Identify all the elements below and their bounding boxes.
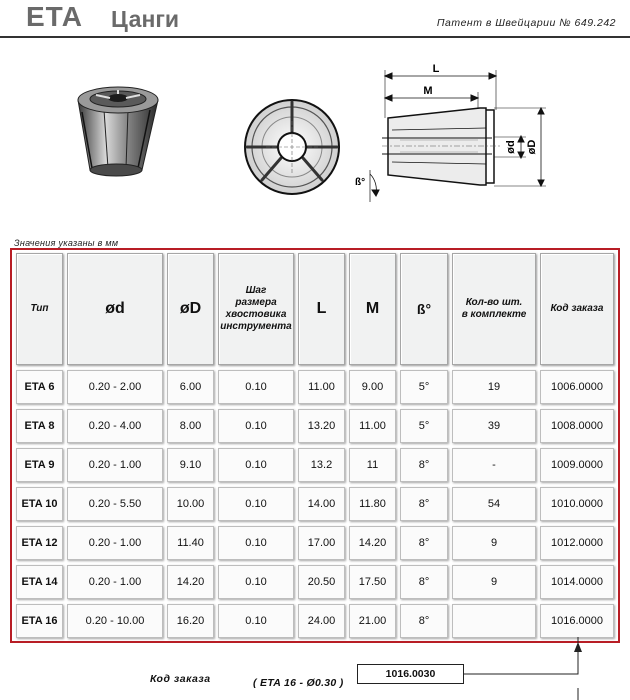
cell-step: 0.10 [218, 370, 294, 404]
cell-L: 11.00 [298, 370, 345, 404]
collet-3d-view [78, 87, 158, 176]
header-code: Код заказа [540, 253, 614, 365]
cell-type: ETA 14 [16, 565, 63, 599]
cell-D: 11.40 [167, 526, 214, 560]
header-M: M [349, 253, 396, 365]
order-code-label: Код заказа [150, 673, 211, 685]
header-qty: Кол-во шт. в комплекте [452, 253, 536, 365]
header-L: L [298, 253, 345, 365]
cell-M: 9.00 [349, 370, 396, 404]
cell-d: 0.20 - 4.00 [67, 409, 163, 443]
cell-beta: 8° [400, 565, 448, 599]
cell-L: 24.00 [298, 604, 345, 638]
collet-section-view [370, 70, 546, 202]
cell-L: 13.2 [298, 448, 345, 482]
cell-beta: 8° [400, 526, 448, 560]
cell-d: 0.20 - 1.00 [67, 565, 163, 599]
cell-d: 0.20 - 5.50 [67, 487, 163, 521]
cell-beta: 8° [400, 487, 448, 521]
dim-D-label: øD [526, 139, 538, 155]
cell-d: 0.20 - 2.00 [67, 370, 163, 404]
cell-step: 0.10 [218, 487, 294, 521]
cell-qty: 54 [452, 487, 536, 521]
dim-L-label: L [432, 63, 440, 75]
cell-beta: 8° [400, 448, 448, 482]
header-step: Шаг размера хвостовика инструмента [218, 253, 294, 365]
header-beta: ß° [400, 253, 448, 365]
dim-M-label: M [423, 85, 433, 97]
cell-M: 11.00 [349, 409, 396, 443]
cell-M: 21.00 [349, 604, 396, 638]
cell-qty: 9 [452, 565, 536, 599]
cell-type: ETA 8 [16, 409, 63, 443]
cell-step: 0.10 [218, 604, 294, 638]
cell-L: 14.00 [298, 487, 345, 521]
cell-code: 1010.0000 [540, 487, 614, 521]
page-title: ETA [26, 1, 83, 32]
cell-D: 8.00 [167, 409, 214, 443]
cell-d: 0.20 - 10.00 [67, 604, 163, 638]
cell-beta: 8° [400, 604, 448, 638]
cell-qty: - [452, 448, 536, 482]
cell-M: 11.80 [349, 487, 396, 521]
cell-qty: 19 [452, 370, 536, 404]
cell-code: 1016.0000 [540, 604, 614, 638]
cell-D: 6.00 [167, 370, 214, 404]
cell-step: 0.10 [218, 565, 294, 599]
cell-type: ETA 6 [16, 370, 63, 404]
cell-M: 11 [349, 448, 396, 482]
cell-D: 9.10 [167, 448, 214, 482]
cell-type: ETA 10 [16, 487, 63, 521]
header-type: Тип [16, 253, 63, 365]
cell-code: 1014.0000 [540, 565, 614, 599]
collet-illustrations [0, 0, 630, 240]
cell-qty: 9 [452, 526, 536, 560]
cell-code: 1006.0000 [540, 370, 614, 404]
cell-D: 10.00 [167, 487, 214, 521]
dim-d-label: ød [505, 140, 517, 154]
cell-d: 0.20 - 1.00 [67, 526, 163, 560]
cell-code: 1012.0000 [540, 526, 614, 560]
patent-note: Патент в Швейцарии № 649.242 [436, 17, 616, 29]
order-code-box: 1016.0030 [357, 664, 464, 684]
cell-beta: 5° [400, 370, 448, 404]
cell-M: 14.20 [349, 526, 396, 560]
cell-step: 0.10 [218, 526, 294, 560]
header-d: ød [67, 253, 163, 365]
page-subtitle: Цанги [111, 6, 180, 32]
cell-d: 0.20 - 1.00 [67, 448, 163, 482]
cell-beta: 5° [400, 409, 448, 443]
cell-L: 13.20 [298, 409, 345, 443]
cell-code: 1009.0000 [540, 448, 614, 482]
cell-type: ETA 16 [16, 604, 63, 638]
cell-L: 17.00 [298, 526, 345, 560]
cell-type: ETA 9 [16, 448, 63, 482]
cell-D: 14.20 [167, 565, 214, 599]
collet-front-view [245, 100, 339, 194]
cell-type: ETA 12 [16, 526, 63, 560]
header-D: øD [167, 253, 214, 365]
cell-step: 0.10 [218, 409, 294, 443]
cell-D: 16.20 [167, 604, 214, 638]
cell-L: 20.50 [298, 565, 345, 599]
units-note: Значения указаны в мм [14, 238, 119, 248]
cell-M: 17.50 [349, 565, 396, 599]
cell-qty: 39 [452, 409, 536, 443]
order-example: ( ETA 16 - Ø0.30 ) [253, 677, 344, 689]
cell-qty [452, 604, 536, 638]
cell-code: 1008.0000 [540, 409, 614, 443]
cell-step: 0.10 [218, 448, 294, 482]
angle-label: ß° [355, 177, 366, 188]
